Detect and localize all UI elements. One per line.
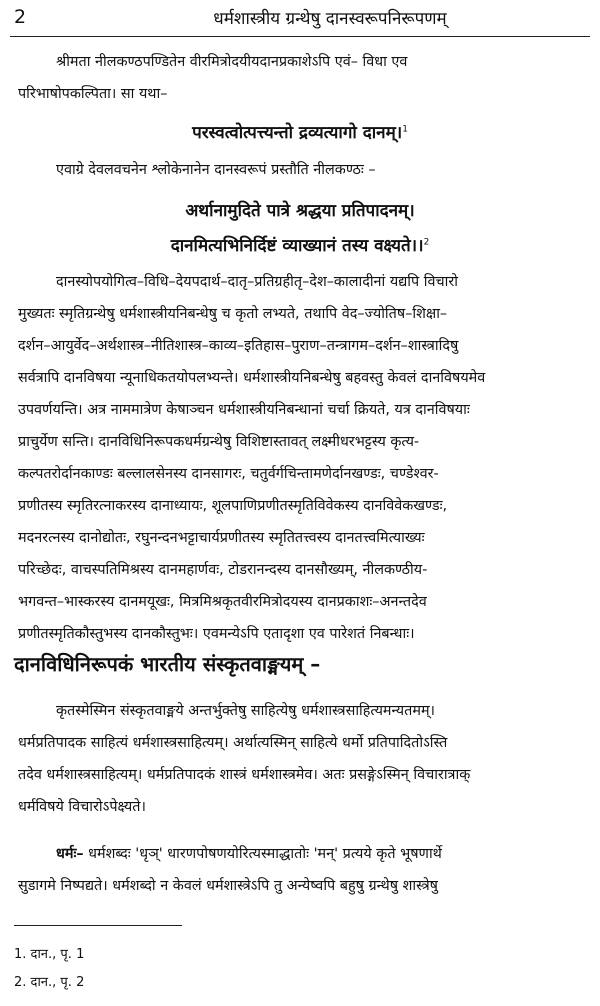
text-line: परिभाषोपकल्पिता। सा यथा– [18, 86, 168, 102]
paragraph-4 [18, 695, 586, 823]
footnote-1: 1. दान., पृ. 1 [14, 947, 85, 962]
text-line: धर्मविषये विचारोऽपेक्ष्यते। [18, 799, 146, 815]
text-line: सर्वत्रापि दानविषया न्यूनाधिकतयोपलभ्यन्ते। धर्मशास्त्रीयनिबन्धेषु बहवस्तु केवलं दानविषयमेव [18, 370, 486, 386]
footnote-mark: 2 [423, 237, 430, 248]
paragraph-2 [18, 154, 586, 186]
text-line: परिच्छेदः, वाचस्पतिमिश्रस्य दानमहार्णवः, टोडरानन्दस्य दानसौख्यम्, नीलकण्ठीय- [18, 562, 428, 578]
text-line: मुख्यतः स्मृतिग्रन्थेषु धर्मशास्त्रीयनिबन्धेषु च कृतो लभ्यते, तथापि वेद–ज्योतिष–शिक्षा– [18, 306, 448, 322]
paragraph-1 [18, 46, 586, 110]
term-dharma: धर्मः– [56, 846, 84, 862]
text-line: प्रणीतस्मृतिकौस्तुभस्य दानकौस्तुभः। एवमन्येऽपि एतादृशा एव पारेशतं निबन्धाः। [18, 626, 415, 642]
text-line: तदेव धर्मशास्त्रसाहित्यम्। धर्मप्रतिपादकं शास्त्रं धर्मशास्त्रमेव। अतः प्रसङ्गेऽस्मिन् विचारात्राक् [18, 767, 471, 783]
header-rule [10, 36, 590, 37]
section-heading: दानविधिनिरूपकं भारतीय संस्कृतवाङ्मयम् – [14, 652, 321, 676]
running-title: धर्मशास्त्रीय ग्रन्थेषु दानस्वरूपनिरूपणम् [213, 9, 447, 29]
verse-1 [0, 120, 600, 143]
text-line: प्रणीतस्य स्मृतिरत्नाकरस्य दानाध्यायः, शूलपाणिप्रणीतस्मृतिविवेकस्य दानविवेकखण्डः, [18, 498, 448, 514]
text-line: धर्मप्रतिपादक साहित्यं धर्मशास्त्रसाहित्यम्। अर्थात्यस्मिन् साहित्ये धर्मो प्रतिपादितोऽस्ति [18, 735, 448, 751]
text-line: कृतस्मेस्मिन संस्कृतवाङ्मये अन्तर्भुक्तेषु साहित्येषु धर्मशास्त्रसाहित्यमन्यतमम्। [56, 703, 435, 719]
verse-text: दानमित्यभिनिर्दिष्टं व्याख्यानं तस्य वक्ष्यते।। [170, 236, 424, 256]
text-line: कल्पतरोर्दानकाण्डः बल्लालसेनस्य दानसागरः, चतुर्वर्गचिन्तामणेर्दानखण्डः, चण्डेश्वर- [18, 466, 439, 482]
verse-2-line-2 [0, 233, 600, 256]
text-span: धर्मशब्दः 'धृञ्' धारणपोषणयोरित्यस्माद्धातोः 'मन्' प्रत्यये कृते भूषणार्थे [83, 846, 442, 862]
verse-text: परस्वत्वोत्पत्त्यन्तो द्रव्यत्यागो दानम्। [192, 123, 403, 143]
text-line: एवाग्रे देवलवचनेन श्लोकेनानेन दानस्वरूपं प्रस्तौति नीलकण्ठः – [56, 162, 376, 178]
text-line: प्राचुर्येण सन्ति। दानविधिनिरूपकधर्मग्रन्थेषु विशिष्टास्तावत् लक्ष्मीधरभट्टस्य कृत्य- [18, 434, 420, 450]
paragraph-5 [18, 838, 586, 902]
text-line: मदनरत्नस्य दानोद्योतः, रघुनन्दनभट्टाचार्यप्रणीतस्य स्मृतितत्त्वस्य दानतत्त्वमित्याख्यः [18, 530, 425, 546]
page-number: 2 [14, 6, 27, 28]
footnote-2: 2. दान., पृ. 2 [14, 975, 85, 990]
text-line: भगवन्त–भास्करस्य दानमयूखः, मित्रमिश्रकृतवीरमित्रोदयस्य दानप्रकाशः–अनन्तदेव [18, 594, 427, 610]
text-line: दर्शन–आयुर्वेद–अर्थशास्त्र–नीतिशास्त्र–काव्य–इतिहास–पुराण–तन्त्रागम–दर्शन–शास्त्रादिषु [18, 338, 459, 354]
text-line: उपवर्णयन्ति। अत्र नाममात्रेण केषाञ्चन धर्मशास्त्रीयनिबन्धानां चर्चा क्रियते, यत्र दानविषयाः [18, 402, 470, 418]
paragraph-3 [18, 266, 586, 650]
verse-2-line-1 [0, 198, 600, 221]
text-line: दानस्योपयोगित्व–विधि–देयपदार्थ–दातृ–प्रतिग्रहीतृ–देश–कालादीनां यद्यपि विचारो [56, 274, 458, 290]
text-line: सुडागमे निष्पद्यते। धर्मशब्दो न केवलं धर्मशास्त्रेऽपि तु अन्येष्वपि बहुषु ग्रन्थेषु शास्त्रेषु [18, 878, 438, 894]
text-line [18, 838, 586, 870]
verse-text: अर्थानामुदिते पात्रे श्रद्धया प्रतिपादनम्। [185, 201, 415, 221]
footnote-rule [14, 925, 182, 926]
text-line: श्रीमता नीलकण्ठपण्डितेन वीरमित्रोदयीयदानप्रकाशेऽपि एवं– विधा एव [56, 54, 408, 70]
footnote-mark: 1 [402, 124, 408, 135]
